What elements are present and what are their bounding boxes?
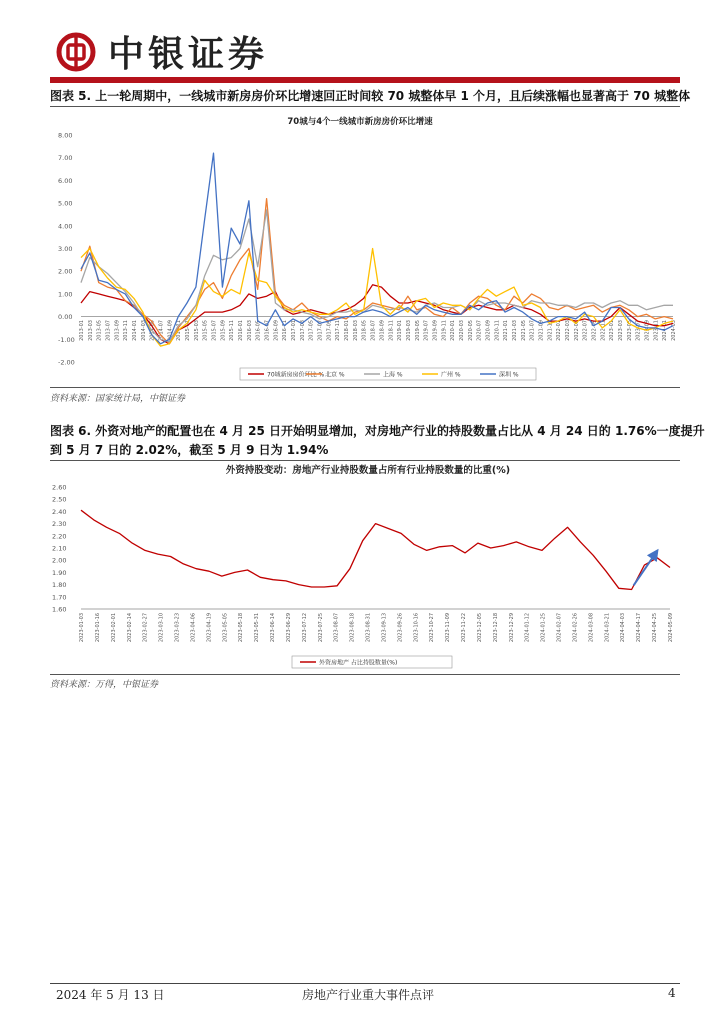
chart1-x-tick-label: 2021-11	[547, 320, 554, 341]
chart2-x-tick-label: 2023-11-22	[461, 613, 468, 643]
figure5-caption: 图表 5. 上一轮周期中，一线城市新房房价环比增速回正时间较 70 城整体早 1 个月，且后续涨幅也显著高于 70 城整体	[50, 89, 691, 103]
chart1-legend-label: 深圳 %	[499, 371, 519, 379]
chart1-x-tick-label: 2021-07	[529, 320, 536, 341]
figure5-bottom-rule	[50, 387, 680, 388]
chart2-y-tick-label: 2.50	[52, 495, 67, 504]
chart1-x-tick-label: 2020-11	[494, 320, 501, 341]
chart1-x-tick-label: 2020-03	[458, 320, 465, 341]
chart2-y-tick-label: 2.20	[52, 532, 67, 541]
chart1-y-tick-label: 2.00	[58, 267, 73, 276]
chart1-x-tick-label: 2016-11	[282, 320, 289, 341]
chart2-y-tick-label: 2.00	[52, 556, 67, 565]
chart1-legend-label: 广州 %	[441, 371, 461, 379]
brand-name: 中银证券	[108, 34, 269, 75]
chart2-x-tick-label: 2023-08-31	[365, 613, 372, 643]
chart1-x-tick-label: 2023-05	[626, 320, 633, 341]
chart1-legend-label: 北京 %	[325, 371, 345, 379]
chart2-x-tick-label: 2023-09-26	[397, 613, 404, 643]
chart2-x-tick-label: 2023-03-23	[174, 613, 181, 643]
chart2-x-tick-label: 2024-02-07	[556, 613, 563, 643]
chart2-x-tick-label: 2024-04-17	[636, 613, 643, 643]
chart1-x-tick-label: 2020-07	[476, 320, 483, 341]
chart2-x-tick-label: 2023-06-14	[270, 613, 277, 643]
chart2-x-tick-label: 2024-05-09	[668, 613, 674, 643]
chart2-y-tick-label: 2.10	[52, 544, 67, 553]
chart1-x-tick-label: 2015-05	[202, 320, 209, 341]
chart2-x-tick-label: 2024-04-25	[652, 613, 659, 643]
chart2-annotation-arrow	[634, 554, 656, 586]
chart1-x-tick-label: 2014-01	[132, 320, 139, 341]
chart1-x-tick-label: 2017-11	[335, 320, 342, 341]
chart1-x-tick-label: 2015-03	[193, 320, 200, 341]
chart2-y-tick-label: 1.80	[52, 581, 67, 590]
chart1-y-tick-label: 3.00	[58, 245, 73, 253]
chart1-x-tick-label: 2019-05	[414, 320, 421, 341]
chart1-title: 70城与4个一线城市新房房价环比增速	[287, 117, 433, 127]
chart1-x-tick-label: 2018-05	[361, 320, 368, 341]
chart2-x-tick-label: 2024-03-21	[604, 613, 611, 643]
chart2-x-tick-label: 2023-06-29	[285, 613, 292, 643]
chart1-x-tick-label: 2022-05	[573, 320, 580, 341]
chart2-x-tick-label: 2023-04-06	[190, 613, 197, 643]
chart1-x-tick-label: 2016-01	[238, 320, 245, 341]
chart2-y-tick-label: 2.30	[52, 520, 67, 529]
chart1-y-tick-label: 8.00	[58, 131, 73, 140]
chart1-x-tick-label: 2013-03	[87, 320, 94, 341]
chart2-x-tick-label: 2023-12-29	[508, 613, 515, 643]
chart2-x-tick-label: 2023-12-05	[476, 613, 483, 643]
chart2-x-tick-label: 2023-05-05	[222, 613, 229, 643]
chart1-x-tick-label: 2021-01	[503, 320, 510, 341]
chart2-y-tick-label: 1.60	[52, 605, 67, 614]
figure5-line-chart	[50, 108, 686, 388]
chart1-x-tick-label: 2023-09	[644, 320, 651, 341]
chart2-y-tick-label: 1.70	[52, 593, 67, 602]
chart1-x-tick-label: 2018-09	[379, 320, 386, 341]
chart1-x-tick-label: 2016-07	[264, 320, 271, 341]
chart1-x-tick-label: 2014-09	[167, 320, 174, 341]
chart1-x-tick-label: 2023-11	[653, 320, 660, 341]
chart1-x-tick-label: 2020-01	[450, 320, 457, 341]
chart2-x-tick-label: 2023-05-18	[238, 613, 245, 643]
chart2-x-tick-label: 2023-04-19	[206, 613, 213, 643]
chart2-title: 外资持股变动：房地产行业持股数量占所有行业持股数量的比重(%)	[225, 465, 511, 476]
chart1-y-tick-label: 4.00	[58, 222, 73, 231]
chart1-x-tick-label: 2015-01	[185, 320, 192, 341]
chart1-x-tick-label: 2021-05	[520, 320, 527, 341]
chart2-series-line-1	[81, 510, 670, 589]
chart2-x-tick-label: 2023-05-31	[254, 613, 261, 643]
chart2-y-tick-label: 1.90	[52, 568, 67, 577]
chart1-x-tick-label: 2014-11	[176, 320, 183, 341]
chart2-x-tick-label: 2024-03-08	[588, 613, 595, 643]
footer-date: 2024 年 5 月 13 日	[56, 988, 165, 1002]
chart2-x-tick-label: 2023-02-14	[126, 613, 133, 643]
chart2-x-tick-label: 2023-02-01	[110, 613, 117, 643]
chart1-x-tick-label: 2022-11	[600, 320, 607, 341]
figure6-source: 资料来源：万得，中银证券	[50, 680, 159, 690]
chart2-x-tick-label: 2023-02-27	[142, 613, 149, 643]
chart1-x-tick-label: 2018-11	[388, 320, 395, 341]
figure6-line-chart	[50, 461, 686, 675]
chart1-x-tick-label: 2013-09	[114, 320, 121, 341]
chart1-x-tick-label: 2015-09	[220, 320, 227, 341]
chart1-y-tick-label: -1.00	[58, 335, 75, 344]
chart2-x-tick-label: 2024-01-25	[540, 613, 547, 643]
chart2-x-tick-label: 2023-10-27	[429, 613, 436, 643]
chart1-x-tick-label: 2014-07	[158, 320, 165, 341]
chart1-x-tick-label: 2022-03	[564, 320, 571, 341]
chart1-x-tick-label: 2018-07	[370, 320, 377, 341]
chart1-x-tick-label: 2019-03	[405, 320, 412, 341]
chart1-y-tick-label: -2.00	[58, 358, 75, 367]
chart1-y-tick-label: 1.00	[58, 290, 73, 299]
chart1-x-tick-label: 2018-01	[344, 320, 351, 341]
chart1-x-tick-label: 2019-11	[441, 320, 448, 341]
chart2-x-tick-label: 2023-08-18	[349, 613, 356, 643]
figure5-caption-rule	[50, 106, 680, 107]
chart1-y-tick-label: 5.00	[58, 199, 73, 208]
chart2-y-tick-label: 2.60	[52, 483, 67, 492]
chart1-x-tick-label: 2016-03	[246, 320, 253, 341]
chart2-x-tick-label: 2023-07-25	[317, 613, 324, 643]
chart1-x-tick-label: 2022-07	[582, 320, 589, 341]
chart2-x-tick-label: 2023-07-12	[301, 613, 308, 643]
chart1-x-tick-label: 2019-07	[423, 320, 430, 341]
chart1-x-tick-label: 2018-03	[352, 320, 359, 341]
header-rule	[50, 77, 680, 83]
chart1-legend	[240, 368, 536, 380]
chart1-x-tick-label: 2021-03	[511, 320, 518, 341]
bank-logo-icon	[56, 32, 96, 72]
chart2-x-tick-label: 2024-04-03	[620, 613, 627, 643]
chart2-x-tick-label: 2023-08-07	[333, 613, 340, 643]
chart1-x-tick-label: 2017-07	[317, 320, 324, 341]
chart2-x-tick-label: 2023-12-18	[492, 613, 499, 643]
chart2-x-tick-label: 2023-11-09	[445, 613, 452, 643]
chart1-x-tick-label: 2019-09	[432, 320, 439, 341]
figure6-bottom-rule	[50, 674, 680, 675]
chart1-x-tick-label: 2023-03	[617, 320, 624, 341]
chart2-x-tick-label: 2023-03-10	[158, 613, 165, 643]
footer-page-number: 4	[668, 986, 676, 1000]
chart2-x-tick-label: 2023-01-03	[79, 613, 85, 643]
chart1-x-tick-label: 2020-05	[467, 320, 474, 341]
chart1-x-tick-label: 2013-11	[123, 320, 130, 341]
chart1-x-tick-label: 2022-01	[556, 320, 563, 341]
chart1-legend-label: 70城新房房价环比 %	[267, 371, 325, 379]
chart1-x-tick-label: 2017-01	[291, 320, 298, 341]
chart2-legend-label: 外资房地产 占比持股数量(%)	[319, 659, 398, 667]
chart1-y-tick-label: 0.00	[58, 313, 73, 322]
chart1-x-tick-label: 2013-05	[96, 320, 103, 341]
chart1-x-tick-label: 2023-01	[609, 320, 616, 341]
chart1-x-tick-label: 2013-07	[105, 320, 112, 341]
chart1-x-tick-label: 2017-05	[308, 320, 315, 341]
chart2-x-tick-label: 2024-01-12	[524, 613, 531, 643]
chart1-x-tick-label: 2024-01	[662, 320, 669, 341]
chart2-x-tick-label: 2023-09-13	[381, 613, 388, 643]
chart1-x-tick-label: 2022-09	[591, 320, 598, 341]
chart1-x-tick-label: 2019-01	[397, 320, 404, 341]
chart1-x-tick-label: 2013-01	[79, 320, 85, 341]
figure5-source: 资料来源：国家统计局，中银证券	[50, 394, 186, 404]
chart1-x-tick-label: 2017-03	[299, 320, 306, 341]
chart1-x-tick-label: 2024-03	[671, 320, 677, 341]
chart1-legend-label: 上海 %	[383, 371, 403, 379]
chart1-x-tick-label: 2023-07	[635, 320, 642, 341]
chart1-y-tick-label: 6.00	[58, 176, 73, 185]
chart1-x-tick-label: 2015-07	[211, 320, 218, 341]
figure6-caption-line1: 图表 6. 外资对地产的配置也在 4 月 25 日开始明显增加，对房地产行业的持股数量占比从 4 月 24 日的 1.76%一度提升	[50, 424, 705, 438]
chart1-x-tick-label: 2021-09	[538, 320, 545, 341]
footer-report-title: 房地产行业重大事件点评	[302, 988, 435, 1002]
chart2-legend	[292, 656, 452, 668]
chart2-y-tick-label: 2.40	[52, 507, 67, 516]
chart2-x-tick-label: 2023-10-16	[413, 613, 420, 643]
chart2-x-tick-label: 2023-01-16	[94, 613, 101, 643]
chart1-x-tick-label: 2016-05	[255, 320, 262, 341]
figure6-caption-line2: 到 5 月 7 日的 2.02%，截至 5 月 9 日为 1.94%	[50, 443, 329, 457]
footer-rule	[50, 983, 680, 984]
chart1-x-tick-label: 2015-11	[229, 320, 236, 341]
chart1-x-tick-label: 2017-09	[326, 320, 333, 341]
chart1-x-tick-label: 2014-05	[149, 320, 156, 341]
chart1-x-tick-label: 2020-09	[485, 320, 492, 341]
chart1-x-tick-label: 2014-03	[140, 320, 147, 341]
chart1-y-tick-label: 7.00	[58, 154, 73, 163]
chart2-x-tick-label: 2024-02-26	[572, 613, 579, 643]
chart1-x-tick-label: 2016-09	[273, 320, 280, 341]
